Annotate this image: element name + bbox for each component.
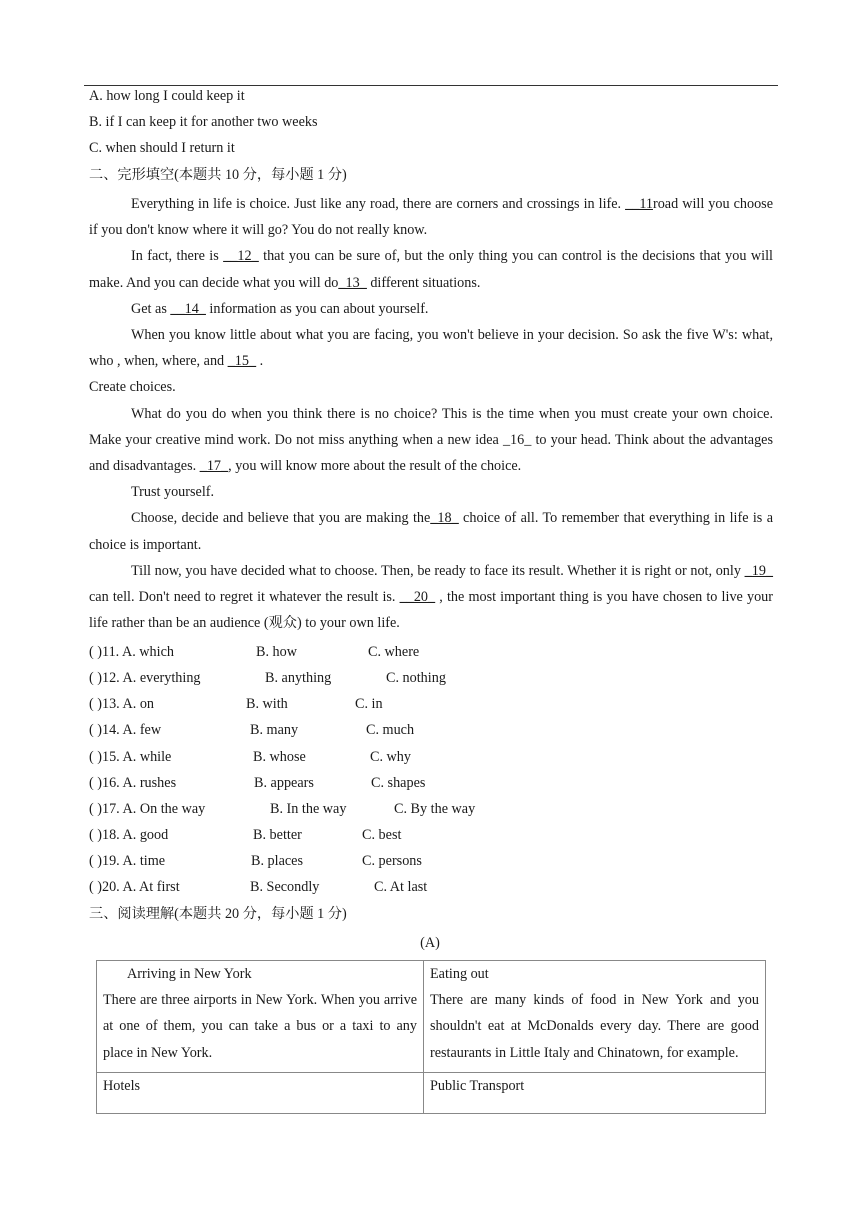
option-b-line: B. if I can keep it for another two weeks bbox=[89, 114, 318, 130]
paragraph-5: Create choices. bbox=[89, 379, 176, 396]
arriving-cell bbox=[97, 961, 424, 1073]
paragraph-1: Everything in life is choice. Just like any road, there are corners and crossings in life. __11road will you choose if you don't know where it will go? You do not really know. bbox=[89, 196, 773, 239]
paragraph-3: Get as __14_ information as you can about yourself. bbox=[131, 300, 429, 317]
option-a-line: A. how long I could keep it bbox=[89, 88, 245, 104]
eating-text: There are many kinds of food in New York and you shouldn't eat at McDonalds every day. There are good restaurants in Little Italy and Chinatown, for example. bbox=[430, 992, 759, 1061]
blank-11: __11 bbox=[625, 196, 653, 212]
arriving-text: There are three airports in New York. When you arrive at one of them, you can take a bus or a taxi to any place in New York. bbox=[103, 992, 417, 1061]
eating-cell bbox=[424, 961, 766, 1073]
blank-13: _13_ bbox=[338, 274, 367, 291]
paragraph-6: What do you do when you think there is no choice? This is the time when you must create your own choice. Make your creative mind work. Do not miss anything when a new idea _16_ to your head. Think about the advantages and disadvantages. _17_, you will know more about the result of the choice. bbox=[89, 405, 773, 475]
hotels-title: Hotels bbox=[103, 1077, 141, 1094]
blank-14: __14_ bbox=[170, 300, 206, 317]
passage-a-label: (A) bbox=[420, 935, 440, 951]
blank-19: _19_ bbox=[744, 562, 773, 579]
section2-heading: 二、完形填空(本题共 10 分，每小题 1 分) bbox=[89, 167, 347, 183]
paragraph-8: Choose, decide and believe that you are making the_18_ choice of all. To remember that everything in life is a choice is important. bbox=[89, 510, 773, 553]
blank-12: __12_ bbox=[223, 248, 259, 265]
blank-15: _15_ bbox=[227, 353, 257, 370]
paragraph-9: Till now, you have decided what to choose. Then, be ready to face its result. Whether it is right or not, only _19_ can tell. Don't need to regret it whatever the result is. __20_ , the most important thing is you have chosen to live your life rather than be an audience (观众) to your own life. bbox=[89, 562, 773, 632]
new-york-info-table bbox=[96, 960, 766, 1114]
hotels-cell bbox=[97, 1072, 424, 1113]
transport-title: Public Transport bbox=[430, 1077, 525, 1094]
cloze-passage bbox=[89, 191, 773, 636]
eating-title: Eating out bbox=[430, 966, 489, 982]
section3-heading: 三、阅读理解(本题共 20 分，每小题 1 分) bbox=[89, 906, 347, 922]
transport-cell bbox=[424, 1072, 766, 1113]
paragraph-7: Trust yourself. bbox=[131, 484, 215, 501]
header-rule bbox=[84, 85, 778, 86]
option-c-line: C. when should I return it bbox=[89, 140, 235, 156]
paragraph-4: When you know little about what you are facing, you won't believe in your decision. So ask the five W's: what, who , when, where, and _15_ . bbox=[89, 327, 773, 370]
blank-18: _18_ bbox=[430, 510, 459, 527]
blank-17: _17_ bbox=[199, 458, 229, 475]
blank-20: __20_ bbox=[399, 589, 436, 606]
arriving-title: Arriving in New York bbox=[127, 966, 252, 982]
paragraph-2: In fact, there is __12_ that you can be sure of, but the only thing you can control is the decisions that you will make. And you can decide what you will do_13_ different situations. bbox=[89, 248, 773, 291]
